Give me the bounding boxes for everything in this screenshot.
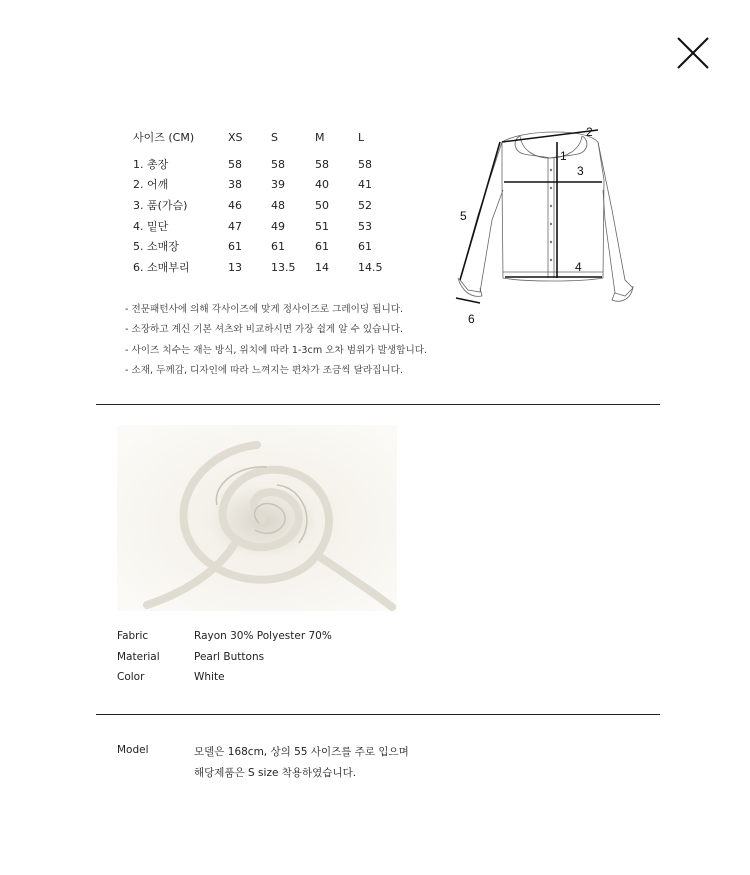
table-cell: 58 <box>228 157 242 171</box>
info-value: Rayon 30% Polyester 70% <box>194 630 332 642</box>
table-cell: 58 <box>271 157 285 171</box>
table-cell: 61 <box>358 240 372 254</box>
info-label: Color <box>117 671 145 683</box>
size-notes <box>125 300 427 381</box>
note-line: - 사이즈 치수는 재는 방식, 위치에 따라 1-3cm 오차 범위가 발생합니다. <box>125 344 428 356</box>
blouse-measurement-diagram <box>450 120 635 330</box>
table-cell: 52 <box>358 199 372 213</box>
close-button[interactable] <box>676 36 710 70</box>
table-cell: 13.5 <box>271 261 296 275</box>
table-cell: 50 <box>315 199 329 213</box>
measurement-lines <box>456 130 602 303</box>
header-cell: XS <box>228 131 243 144</box>
header-cell: 사이즈 (CM) <box>133 131 195 144</box>
close-icon <box>676 36 710 70</box>
table-cell: 38 <box>228 178 242 192</box>
fabric-photo <box>117 425 397 611</box>
note-line: - 소재, 두께감, 디자인에 따라 느껴지는 편차가 조금씩 달라집니다. <box>125 364 403 376</box>
table-cell: 47 <box>228 219 242 233</box>
table-cell: 14.5 <box>358 261 383 275</box>
table-cell: 53 <box>358 219 372 233</box>
model-text-line-1: 모델은 168cm, 상의 55 사이즈를 주로 입으며 <box>194 746 409 758</box>
diagram-label-4: 4 <box>575 260 582 274</box>
header-cell: S <box>271 131 278 144</box>
table-cell: 6. 소매부리 <box>133 261 190 275</box>
section-divider <box>96 714 660 715</box>
table-cell: 13 <box>228 261 242 275</box>
info-value: Pearl Buttons <box>194 651 265 663</box>
header-cell: M <box>315 131 325 144</box>
table-cell: 5. 소매장 <box>133 240 179 254</box>
table-cell: 61 <box>271 240 285 254</box>
table-cell: 46 <box>228 199 242 213</box>
model-label: Model <box>117 744 149 756</box>
info-label: Fabric <box>117 630 149 642</box>
table-cell: 58 <box>358 157 372 171</box>
diagram-label-1: 1 <box>560 149 567 163</box>
blouse-outline <box>458 132 633 301</box>
table-cell: 39 <box>271 178 285 192</box>
diagram-label-5: 5 <box>460 209 467 223</box>
table-cell: 49 <box>271 219 285 233</box>
diagram-label-2: 2 <box>586 125 593 139</box>
section-divider <box>96 404 660 405</box>
table-cell: 4. 밑단 <box>133 219 169 233</box>
table-cell: 3. 품(가슴) <box>133 199 188 213</box>
diagram-label-3: 3 <box>577 164 584 178</box>
table-cell: 14 <box>315 261 329 275</box>
header-cell: L <box>358 131 365 144</box>
table-cell: 61 <box>315 240 329 254</box>
table-cell: 1. 총장 <box>133 157 169 171</box>
note-line: - 소장하고 계신 기본 셔츠와 비교하시면 가장 쉽게 알 수 있습니다. <box>125 324 403 336</box>
table-cell: 41 <box>358 178 372 192</box>
table-cell: 48 <box>271 199 285 213</box>
info-value: White <box>194 671 225 683</box>
table-cell: 61 <box>228 240 242 254</box>
table-cell: 51 <box>315 219 329 233</box>
table-cell: 58 <box>315 157 329 171</box>
table-cell: 40 <box>315 178 329 192</box>
info-label: Material <box>117 651 160 663</box>
model-text-line-2: 해당제품은 S size 착용하였습니다. <box>194 767 357 779</box>
note-line: - 전문패턴사에 의해 각사이즈에 맞게 정사이즈로 그레이딩 됩니다. <box>125 304 404 315</box>
diagram-label-6: 6 <box>468 312 475 326</box>
table-cell: 2. 어깨 <box>133 178 169 192</box>
